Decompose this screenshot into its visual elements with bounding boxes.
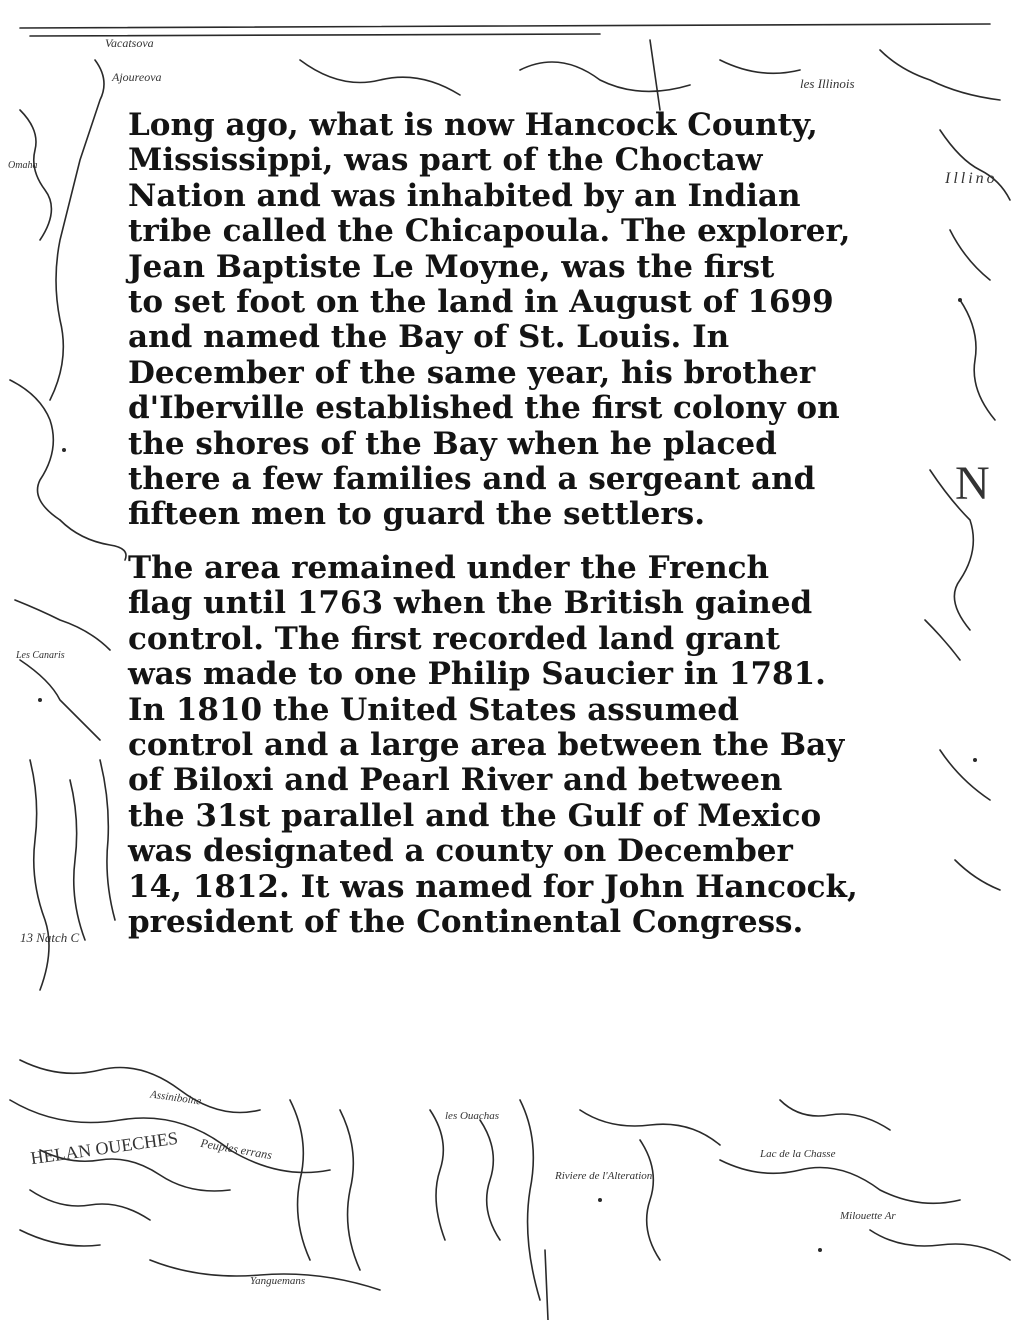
- map-label: Les Canaris: [16, 650, 65, 661]
- map-dot: [598, 1198, 602, 1202]
- map-river: [20, 660, 100, 740]
- map-grid-line: [545, 1250, 548, 1320]
- map-river: [50, 60, 104, 400]
- text-line: fifteen men to guard the settlers.: [128, 496, 705, 533]
- map-river: [100, 760, 115, 920]
- map-label: les Ouachas: [445, 1110, 500, 1122]
- text-line: d'Iberville established the first colony on: [128, 390, 840, 427]
- text-line: 14, 1812. It was named for John Hancock,: [128, 868, 858, 905]
- map-label: les Illinois: [800, 76, 855, 91]
- map-river: [60, 520, 126, 560]
- map-grid-line: [650, 40, 660, 110]
- map-label: Yanguemans: [250, 1275, 306, 1287]
- text-line: Long ago, what is now Hancock County,: [128, 107, 818, 143]
- paragraph-2: [128, 551, 968, 940]
- text-line: president of the Continental Congress.: [128, 903, 804, 940]
- map-river: [30, 1190, 150, 1220]
- map-label: Vacatsova: [105, 36, 154, 50]
- text-line: control and a large area between the Bay: [128, 726, 845, 763]
- map-river: [20, 110, 51, 240]
- text-line: to set foot on the land in August of 1699: [128, 284, 834, 321]
- text-line: Jean Baptiste Le Moyne, was the first: [128, 248, 775, 285]
- map-river: [880, 50, 1000, 100]
- map-river: [290, 1100, 310, 1260]
- map-river: [300, 60, 460, 95]
- map-label: Riviere de l'Alteration: [555, 1170, 653, 1182]
- map-river: [340, 1110, 360, 1270]
- map-river: [640, 1140, 660, 1260]
- map-label: Omaha: [8, 160, 38, 171]
- text-line: The area remained under the French: [128, 549, 770, 586]
- text-line: flag until 1763 when the British gained: [128, 585, 813, 622]
- text-line: the shores of the Bay when he placed: [128, 425, 777, 462]
- map-river: [870, 1230, 1010, 1260]
- history-text: [128, 108, 968, 940]
- map-coast: [720, 1160, 960, 1203]
- text-line: control. The first recorded land grant: [128, 620, 780, 657]
- text-line: Mississippi, was part of the Choctaw: [128, 142, 763, 179]
- map-dot: [818, 1248, 822, 1252]
- map-river: [480, 1120, 500, 1240]
- map-label: N: [955, 457, 990, 510]
- map-river: [70, 780, 85, 940]
- map-dot: [38, 698, 42, 702]
- text-line: there a few families and a sergeant and: [128, 461, 816, 498]
- map-river: [780, 1100, 890, 1130]
- map-label: Peuples errans: [199, 1135, 274, 1163]
- text-line: of Biloxi and Pearl River and between: [128, 762, 783, 799]
- text-line: the 31st parallel and the Gulf of Mexico: [128, 797, 822, 834]
- map-river: [20, 1230, 100, 1246]
- map-river: [520, 1100, 540, 1300]
- map-label: 13 Natch C: [20, 930, 80, 945]
- map-label: Lac de la Chasse: [760, 1148, 836, 1160]
- map-river: [520, 62, 690, 91]
- map-label: Assiniboine: [149, 1088, 202, 1108]
- text-line: and named the Bay of St. Louis. In: [128, 319, 730, 356]
- map-dot: [62, 448, 66, 452]
- text-line: December of the same year, his brother: [128, 354, 816, 391]
- map-label: Milouette Ar: [840, 1210, 896, 1222]
- text-line: was made to one Philip Saucier in 1781.: [128, 656, 826, 693]
- text-line: tribe called the Chicapoula. The explorer,: [128, 213, 851, 250]
- map-river: [30, 760, 49, 990]
- text-line: was designated a county on December: [128, 833, 793, 870]
- map-river: [15, 600, 110, 650]
- map-river: [580, 1110, 720, 1145]
- text-line: Nation and was inhabited by an Indian: [128, 177, 801, 214]
- map-river: [10, 380, 60, 520]
- map-label: HELAN OUECHES: [29, 1127, 180, 1169]
- map-dot: [973, 758, 977, 762]
- paragraph-1: [128, 108, 968, 533]
- map-border-line: [20, 24, 990, 28]
- map-coast: [20, 1060, 260, 1113]
- map-label: Illino: [945, 170, 998, 187]
- text-line: In 1810 the United States assumed: [128, 691, 739, 728]
- map-river: [430, 1110, 445, 1240]
- map-river: [720, 60, 800, 73]
- map-label: Ajoureova: [112, 70, 162, 84]
